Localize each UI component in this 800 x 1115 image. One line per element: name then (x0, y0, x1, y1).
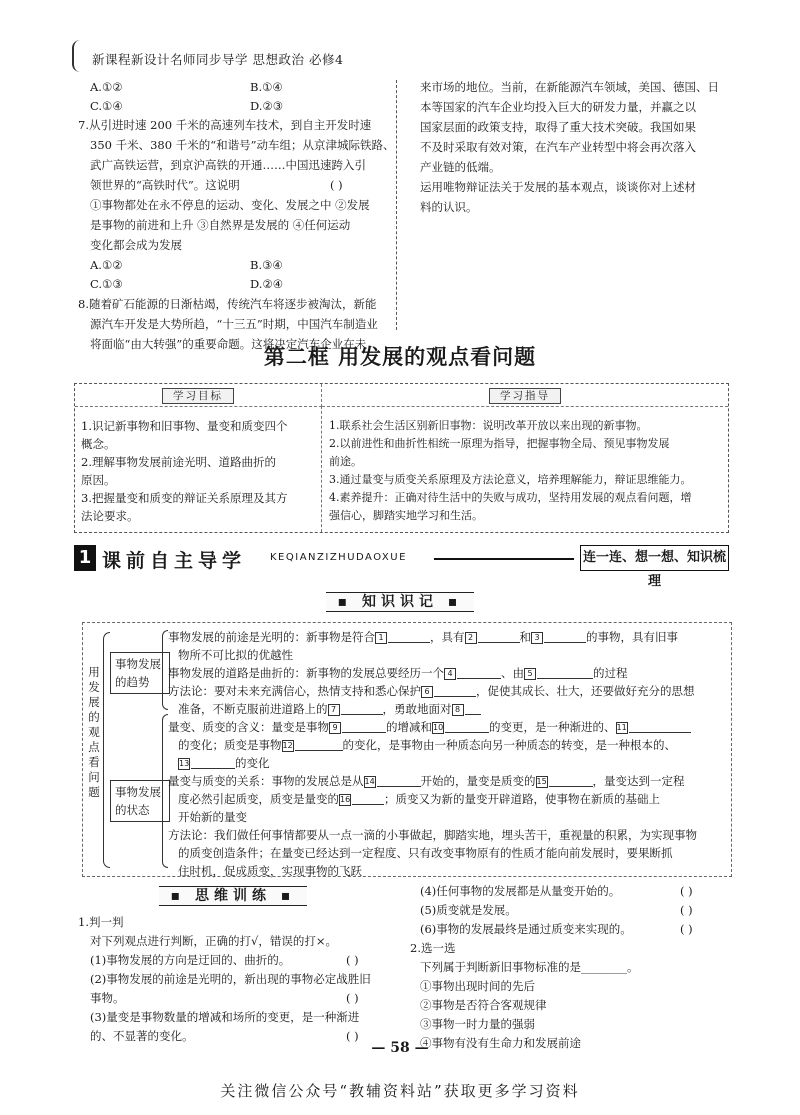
thinking-banner: ▪ 思维训练 ▪ (159, 886, 308, 906)
q8-right-line: 料的认识。 (420, 200, 478, 214)
state-line-2: 的变化；质变是事物12 的变化，是事物由一种质态向另一种质态的转变，是一种根本的、 (178, 738, 676, 752)
goal-line: 3.把握量变和质变的辩证关系原理及其方 (81, 491, 288, 505)
q8-line: 8.随着矿石能源的日渐枯竭，传统汽车将逐步被淘汰，新能 (78, 297, 377, 311)
state-line-5: 度必然引起质变，质变是量变的16 ；质变又为新的量变开辟道路，使事物在新质的基础上 (178, 792, 660, 806)
q8-right-line: 来市场的地位。当前，在新能源汽车领域，美国、德国、日 (420, 80, 719, 94)
root-brace (103, 632, 110, 868)
q8-right-line: 运用唯物辩证法关于发展的基本观点，谈谈你对上述材 (420, 180, 696, 194)
q7-line: 武广高铁运营，到京沪高铁的开通……中国迅速跨入引 (90, 158, 366, 172)
footer-note: 关注微信公众号“教辅资料站”获取更多学习资料 (220, 1082, 580, 1100)
q8-right-line: 本等国家的汽车企业均投入巨大的研发力量，并赢之以 (420, 100, 696, 114)
q8-right-line: 不及时采取有效对策，在汽车产业转型中将会再次落入 (420, 140, 696, 154)
judge-item-3-cont: 的、不显著的变化。 (90, 1029, 194, 1043)
judge-paren: ( ) (346, 1029, 359, 1043)
q6-option-c: C.①④ (90, 99, 123, 113)
knowledge-banner: ▪ 知识识记 ▪ (326, 592, 475, 612)
objectives-left-header (75, 384, 322, 407)
tree-root-label: 用发展的观点看问题 (88, 665, 100, 799)
q7-statement: 变化都会成为发展 (90, 238, 182, 252)
q7-line: 领世界的“高铁时代”。这说明 (90, 178, 240, 192)
q7-statement: 是事物的前进和上升 ③自然界是发展的 ④任何运动 (90, 218, 351, 232)
knowledge-banner-wrap (0, 591, 800, 611)
page-number: — 58 — (371, 1040, 429, 1056)
state-line-7: 方法论：我们做任何事情都要从一点一滴的小事做起，脚踏实地，埋头苦干，重视量的积累，为实现事物 (168, 828, 697, 842)
judge-paren: ( ) (346, 991, 359, 1005)
column-divider (396, 80, 397, 330)
section-number: 1 (74, 545, 96, 571)
lesson-title: 第二框 用发展的观点看问题 (263, 345, 537, 369)
state-line-4: 量变与质变的关系：事物的发展总是从14 开始的，量变是质变的15 ，量变达到一定程 (168, 774, 685, 788)
goal-line: 2.理解事物发展前途光明、道路曲折的 (81, 455, 276, 469)
judge-item-1: (1)事物发展的方向是迂回的、曲折的。 (90, 953, 291, 967)
section-bar (74, 545, 727, 589)
guide-line: 强信心，脚踏实地学习和生活。 (329, 509, 483, 522)
judge-title: 1.判一判 (78, 915, 124, 929)
thinking-banner-wrap (78, 885, 388, 905)
section-subtitle: 连一连、想一想、知识梳理 (580, 545, 729, 571)
choose-option-1: ①事物出现时间的先后 (420, 979, 535, 993)
goal-line: 原因。 (81, 473, 116, 487)
choose-title: 2.选一选 (410, 941, 456, 955)
trend-line-1: 事物发展的前途是光明的：新事物是符合 1 ，具有 2 和 3 的事物，具有旧事 (168, 630, 678, 644)
choose-option-2: ②事物是否符合客观规律 (420, 998, 547, 1012)
q6-option-b: B.①④ (250, 80, 283, 94)
guide-line: 3.通过量变与质变关系原理及方法论意义，培养理解能力，辩证思维能力。 (329, 473, 692, 486)
judge-item-2-cont: 事物。 (90, 991, 125, 1005)
judge-item-5: (5)质变就是发展。 (420, 903, 517, 917)
objectives-box (74, 383, 729, 533)
state-line-8: 的质变创造条件；在量变已经达到一定程度、只有改变事物原有的性质才能向前发展时，要果断抓 (178, 846, 673, 860)
goal-line: 1.识记新事物和旧事物、量变和质变四个 (81, 419, 288, 433)
judge-item-6: (6)事物的发展最终是通过质变来实现的。 (420, 922, 632, 936)
q7-line: 350 千米、380 千米的“和谐号”动车组；从京津城际铁路、 (90, 138, 395, 152)
judge-paren: ( ) (680, 903, 693, 917)
tree-node-state: 事物发展的状态 (110, 780, 170, 822)
q7-answer-paren: ( ) (330, 178, 343, 192)
guide-line: 4.素养提升：正确对待生活中的失败与成功，坚持用发展的观点看问题，增 (329, 491, 692, 504)
guide-line: 1.联系社会生活区别新旧事物：说明改革开放以来出现的新事物。 (329, 419, 648, 432)
page-header-title: 新课程新设计名师同步导学 思想政治 必修4 (92, 52, 344, 67)
goal-line: 概念。 (81, 437, 116, 451)
state-line-3: 13 的变化 (179, 756, 270, 770)
trend-line-4: 方法论：要对未来充满信心，热情支持和悉心保护 6 ，促使其成长、壮大，还要做好充分的思想 (168, 684, 695, 698)
objectives-divider (321, 406, 322, 532)
trend-line-5: 准备，不断克服前进道路上的 7 ，勇敢地面对 8 (178, 699, 481, 719)
judge-paren: ( ) (680, 922, 693, 936)
q8-line: 源汽车开发是大势所趋，“十三五”时期，中国汽车制造业 (90, 317, 378, 331)
q7-line: 7.从引进时速 200 千米的高速列车技术，到自主开发时速 (78, 118, 372, 132)
judge-intro: 对下列观点进行判断，正确的打√，错误的打×。 (90, 934, 337, 948)
q7-option-c: C.①③ (90, 277, 123, 291)
q7-statement: ①事物都处在永不停息的运动、变化、发展之中 ②发展 (90, 198, 370, 212)
q8-right-line: 产业链的低端。 (420, 160, 501, 174)
state-line-9: 住时机，促成质变，实现事物的飞跃 (178, 864, 362, 878)
section-rule (434, 558, 574, 560)
q7-option-a: A.①② (90, 258, 123, 272)
tree-node-trend: 事物发展的趋势 (110, 652, 170, 694)
section-title: 课前自主导学 (102, 550, 247, 572)
judge-paren: ( ) (346, 953, 359, 967)
trend-line-3: 事物发展的道路是曲折的：新事物的发展总要经历一个 4 、由 5 的过程 (168, 666, 628, 680)
choose-stem: 下列属于判断新旧事物标准的是________。 (420, 960, 639, 974)
q8-right-line: 国家层面的政策支持，取得了重大技术突破。我国如果 (420, 120, 696, 134)
choose-option-4: ④事物有没有生命力和发展前途 (420, 1036, 581, 1050)
q8-line: 将面临“由大转强”的重要命题。这将决定汽车企业在未 (90, 337, 367, 351)
judge-item-3: (3)量变是事物数量的增减和场所的变更，是一种渐进 (90, 1010, 360, 1024)
judge-item-4: (4)任何事物的发展都是从量变开始的。 (420, 884, 621, 898)
section-pinyin: KEQIANZIZHUDAOXUE (270, 552, 407, 563)
q7-option-b: B.③④ (250, 258, 283, 272)
goal-line: 法论要求。 (81, 509, 139, 523)
state-line-1: 量变、质变的含义：量变是事物 9 的增减和10 的变更，是一种渐进的、11 (168, 717, 691, 737)
objectives-right-header (322, 384, 728, 407)
trend-line-2: 物所不可比拟的优越性 (178, 648, 293, 662)
header-bracket-decoration (72, 40, 84, 72)
guide-line: 前途。 (329, 455, 362, 468)
q7-option-d: D.②④ (250, 277, 284, 291)
choose-option-3: ③事物一时力量的强弱 (420, 1017, 535, 1031)
learning-guide-tag: 学习指导 (489, 388, 561, 404)
learning-goals-tag: 学习目标 (162, 388, 234, 404)
judge-paren: ( ) (680, 884, 693, 898)
guide-line: 2.以前进性和曲折性相统一原理为指导，把握事物全局、预见事物发展 (329, 437, 670, 450)
q6-option-d: D.②③ (250, 99, 284, 113)
q6-option-a: A.①② (90, 80, 123, 94)
judge-item-2: (2)事物发展的前途是光明的，新出现的事物必定战胜旧 (90, 972, 371, 986)
state-line-6: 开始新的量变 (178, 810, 247, 824)
